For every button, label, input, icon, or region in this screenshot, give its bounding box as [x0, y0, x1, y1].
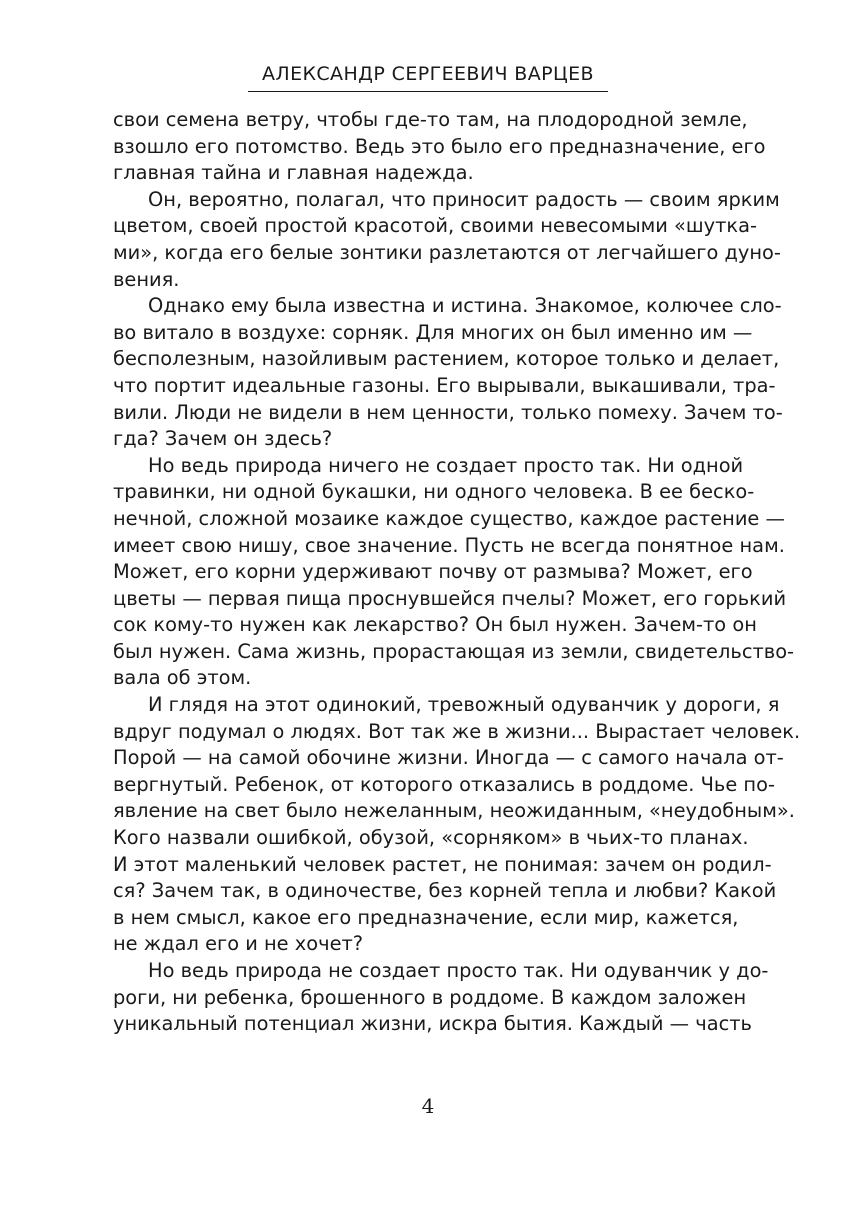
text-line: Но ведь природа не создает просто так. Ни одуванчик у до- [148, 959, 769, 982]
text-line: И глядя на этот одинокий, тревожный одуванчик у дороги, я [148, 693, 780, 717]
text-line: сок кому-то нужен как лекарство? Он был нужен. Зачем-то он [113, 613, 757, 637]
text-line: вергнутый. Ребенок, от которого отказались в роддоме. Чье по- [113, 772, 775, 796]
text-line: бесполезным, назойливым растением, которое только и делает, [113, 347, 780, 371]
text-line: имеет свою нишу, свое значение. Пусть не всегда понятное нам. [113, 533, 785, 557]
text-line: Однако ему была известна и истина. Знакомое, колючее сло- [148, 294, 782, 318]
text-line: во витало в воздухе: сорняк. Для многих он был именно им — [113, 320, 753, 344]
text-line: был нужен. Сама жизнь, прорастающая из земли, свидетельство- [113, 639, 795, 663]
text-line: травинки, ни одной букашки, ни одного человека. В ее беско- [113, 480, 755, 504]
text-line: Кого назвали ошибкой, обузой, «сорняком» в чьих-то планах. [113, 826, 749, 850]
text-line: цветы — первая пища проснувшейся пчелы? Может, его горький [113, 586, 787, 610]
text-line: роги, ни ребенка, брошенного в роддоме. В каждом заложен [113, 985, 747, 1009]
text-line: нечной, сложной мозаике каждое существо, каждое растение — [113, 506, 785, 530]
text-line: в нем смысл, какое его предназначение, если мир, кажется, [113, 905, 739, 929]
running-header: АЛЕКСАНДР СЕРГЕЕВИЧ ВАРЦЕВ [262, 63, 594, 85]
text-line: взошло его потомство. Ведь это было его предназначение, его [113, 134, 766, 158]
text-line: свои семена ветру, чтобы где-то там, на плодородной земле, [113, 108, 748, 131]
text-line: Может, его корни удерживают почву от размыва? Может, его [113, 560, 753, 584]
text-line: гда? Зачем он здесь? [113, 427, 333, 451]
text-line: что портит идеальные газоны. Его вырывали, выкашивали, тра- [113, 373, 776, 397]
header-rule [248, 91, 608, 92]
text-line: вдруг подумал о людях. Вот так же в жизни... Вырастает человек. [113, 719, 801, 743]
text-line: Порой — на самой обочине жизни. Иногда — с самого начала от- [113, 746, 784, 770]
text-line: цветом, своей простой красотой, своими невесомыми «шутка- [113, 214, 758, 238]
text-line: ся? Зачем так, в одиночестве, без корней тепла и любви? Какой [113, 879, 777, 903]
text-line: вения. [113, 267, 180, 291]
text-line: Но ведь природа ничего не создает просто так. Ни одной [148, 453, 744, 477]
text-line: ми», когда его белые зонтики разлетаются от легчайшего дуно- [113, 240, 781, 264]
page-number: 4 [421, 1094, 435, 1118]
text-line: не ждал его и не хочет? [113, 932, 364, 956]
text-line: главная тайна и главная надежда. [113, 161, 474, 185]
body-text [113, 107, 801, 1038]
text-line: вили. Люди не видели в нем ценности, только помеху. Зачем то- [113, 400, 783, 424]
text-line: Он, вероятно, полагал, что приносит радость — своим ярким [148, 187, 780, 211]
text-line: И этот маленький человек растет, не понимая: зачем он родил- [113, 852, 772, 876]
text-line: явление на свет было нежеланным, неожиданным, «неудобным». [113, 799, 795, 823]
text-line: вала об этом. [113, 666, 252, 690]
text-line: уникальный потенциал жизни, искра бытия. Каждый — часть [113, 1012, 752, 1036]
